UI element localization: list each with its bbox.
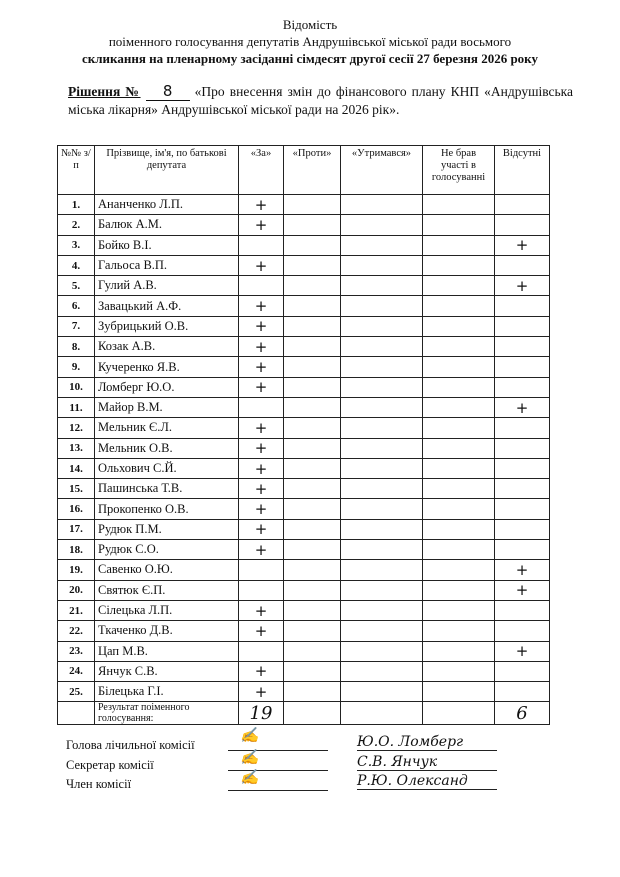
vote-abstain-mark: [341, 235, 423, 255]
signature-role-member: Член комісії: [66, 777, 132, 791]
result-for: 19: [239, 702, 284, 725]
absent-mark: [495, 215, 550, 235]
not-voted-mark: [423, 600, 495, 620]
result-absent: 6: [495, 702, 550, 725]
not-voted-mark: [423, 682, 495, 702]
vote-for-mark: +: [239, 519, 284, 539]
vote-for-mark: [239, 641, 284, 661]
vote-against-mark: [284, 580, 341, 600]
vote-abstain-mark: [341, 296, 423, 316]
deputy-name: Ананченко Л.П.: [95, 195, 239, 215]
vote-abstain-mark: [341, 479, 423, 499]
vote-for-mark: [239, 560, 284, 580]
vote-abstain-mark: [341, 682, 423, 702]
deputy-name: Білецька Г.І.: [95, 682, 239, 702]
vote-for-mark: +: [239, 682, 284, 702]
vote-against-mark: [284, 661, 341, 681]
not-voted-mark: [423, 337, 495, 357]
row-number: 20.: [58, 580, 95, 600]
vote-for-mark: +: [239, 357, 284, 377]
vote-abstain-mark: [341, 580, 423, 600]
deputy-name: Мельник О.В.: [95, 438, 239, 458]
row-number: 11.: [58, 397, 95, 417]
not-voted-mark: [423, 641, 495, 661]
col-against: «Проти»: [284, 146, 341, 195]
decision-block: [68, 82, 573, 119]
vote-abstain-mark: [341, 377, 423, 397]
absent-mark: +: [495, 276, 550, 296]
table-row: [58, 600, 550, 620]
row-number: 1.: [58, 195, 95, 215]
deputy-name: Зубрицький О.В.: [95, 316, 239, 336]
decision-label: Рішення №: [68, 84, 141, 99]
vote-for-mark: +: [239, 499, 284, 519]
vote-against-mark: [284, 418, 341, 438]
vote-against-mark: [284, 215, 341, 235]
vote-against-mark: [284, 621, 341, 641]
deputy-name: Савенко О.Ю.: [95, 560, 239, 580]
deputy-name: Козак А.В.: [95, 337, 239, 357]
vote-abstain-mark: [341, 316, 423, 336]
vote-against-mark: [284, 438, 341, 458]
vote-against-mark: [284, 357, 341, 377]
absent-mark: +: [495, 580, 550, 600]
col-absent: Відсутні: [495, 146, 550, 195]
vote-against-mark: [284, 255, 341, 275]
vote-abstain-mark: [341, 337, 423, 357]
absent-mark: [495, 682, 550, 702]
deputy-name: Бойко В.І.: [95, 235, 239, 255]
vote-against-mark: [284, 397, 341, 417]
vote-abstain-mark: [341, 397, 423, 417]
not-voted-mark: [423, 458, 495, 478]
table-row: [58, 397, 550, 417]
not-voted-mark: [423, 661, 495, 681]
vote-abstain-mark: [341, 458, 423, 478]
not-voted-mark: [423, 215, 495, 235]
row-number: 17.: [58, 519, 95, 539]
vote-against-mark: [284, 458, 341, 478]
table-row: [58, 540, 550, 560]
deputy-name: Завацький А.Ф.: [95, 296, 239, 316]
table-row: [58, 479, 550, 499]
row-number: 22.: [58, 621, 95, 641]
table-row: [58, 621, 550, 641]
deputy-name: Ткаченко Д.В.: [95, 621, 239, 641]
vote-abstain-mark: [341, 540, 423, 560]
absent-mark: [495, 337, 550, 357]
signature-name-chair: Ю.О. Ломберг: [357, 734, 497, 751]
vote-against-mark: [284, 682, 341, 702]
vote-for-mark: +: [239, 458, 284, 478]
not-voted-mark: [423, 316, 495, 336]
not-voted-mark: [423, 499, 495, 519]
not-voted-mark: [423, 377, 495, 397]
table-row: [58, 296, 550, 316]
table-row: [58, 195, 550, 215]
vote-for-mark: [239, 580, 284, 600]
result-label: Результат поіменного голосування:: [95, 702, 239, 725]
vote-for-mark: +: [239, 479, 284, 499]
vote-for-mark: +: [239, 377, 284, 397]
row-number: 8.: [58, 337, 95, 357]
table-row: [58, 377, 550, 397]
table-row: [58, 438, 550, 458]
row-number: 7.: [58, 316, 95, 336]
vote-abstain-mark: [341, 418, 423, 438]
deputy-name: Балюк А.М.: [95, 215, 239, 235]
vote-abstain-mark: [341, 215, 423, 235]
vote-against-mark: [284, 377, 341, 397]
row-number: 4.: [58, 255, 95, 275]
doc-title: Відомість: [282, 17, 338, 32]
table-row: [58, 580, 550, 600]
vote-against-mark: [284, 337, 341, 357]
vote-for-mark: [239, 276, 284, 296]
deputy-name: Рудюк С.О.: [95, 540, 239, 560]
decision-text: «Про внесення змін до фінансового плану КНП «Андрушівська міська лікарня» Андрушівської міської ради на 2026 рік».: [68, 84, 574, 117]
table-row: [58, 316, 550, 336]
row-number: 14.: [58, 458, 95, 478]
vote-abstain-mark: [341, 661, 423, 681]
absent-mark: +: [495, 560, 550, 580]
absent-mark: [495, 458, 550, 478]
not-voted-mark: [423, 479, 495, 499]
not-voted-mark: [423, 235, 495, 255]
signature-name-member: Р.Ю. Олександ: [357, 773, 497, 790]
vote-for-mark: +: [239, 195, 284, 215]
row-number: 15.: [58, 479, 95, 499]
absent-mark: [495, 499, 550, 519]
row-number: 2.: [58, 215, 95, 235]
vote-against-mark: [284, 600, 341, 620]
absent-mark: +: [495, 235, 550, 255]
absent-mark: [495, 600, 550, 620]
col-abstain: «Утримався»: [341, 146, 423, 195]
signature-line-member: [228, 790, 328, 791]
table-row: [58, 682, 550, 702]
signature-mark-secretary: ✍: [240, 748, 259, 766]
vote-against-mark: [284, 641, 341, 661]
vote-for-mark: +: [239, 600, 284, 620]
row-number: 12.: [58, 418, 95, 438]
absent-mark: [495, 540, 550, 560]
not-voted-mark: [423, 438, 495, 458]
table-row: [58, 641, 550, 661]
absent-mark: [495, 296, 550, 316]
not-voted-mark: [423, 560, 495, 580]
row-number: 6.: [58, 296, 95, 316]
vote-table: [57, 145, 550, 725]
vote-for-mark: +: [239, 316, 284, 336]
table-row: [58, 560, 550, 580]
session-line: скликання на пленарному засіданні сімдесят другої сесії 27 березня 2026 року: [82, 51, 538, 66]
deputy-name: Кучеренко Я.В.: [95, 357, 239, 377]
vote-against-mark: [284, 235, 341, 255]
not-voted-mark: [423, 540, 495, 560]
absent-mark: +: [495, 641, 550, 661]
vote-abstain-mark: [341, 276, 423, 296]
table-row: [58, 519, 550, 539]
decision-title: [68, 82, 573, 119]
col-not-voted: Не брав участі в голосуванні: [423, 146, 495, 195]
vote-abstain-mark: [341, 621, 423, 641]
table-row: [58, 661, 550, 681]
signature-role-secretary: Секретар комісії: [66, 758, 154, 772]
vote-abstain-mark: [341, 438, 423, 458]
deputy-name: Сілецька Л.П.: [95, 600, 239, 620]
not-voted-mark: [423, 397, 495, 417]
vote-against-mark: [284, 276, 341, 296]
table-row: [58, 499, 550, 519]
absent-mark: [495, 357, 550, 377]
vote-for-mark: +: [239, 661, 284, 681]
vote-abstain-mark: [341, 255, 423, 275]
row-number: 13.: [58, 438, 95, 458]
absent-mark: [495, 418, 550, 438]
vote-abstain-mark: [341, 519, 423, 539]
vote-abstain-mark: [341, 195, 423, 215]
row-number: 23.: [58, 641, 95, 661]
not-voted-mark: [423, 357, 495, 377]
absent-mark: [495, 255, 550, 275]
col-name: Прізвище, ім'я, по батькові депутата: [95, 146, 239, 195]
table-row: [58, 418, 550, 438]
vote-against-mark: [284, 195, 341, 215]
table-row: [58, 276, 550, 296]
row-number: 5.: [58, 276, 95, 296]
not-voted-mark: [423, 255, 495, 275]
vote-against-mark: [284, 560, 341, 580]
deputy-name: Ломберг Ю.О.: [95, 377, 239, 397]
vote-for-mark: +: [239, 337, 284, 357]
result-row: [58, 702, 550, 725]
vote-against-mark: [284, 540, 341, 560]
row-number: 3.: [58, 235, 95, 255]
absent-mark: +: [495, 397, 550, 417]
row-number: 18.: [58, 540, 95, 560]
deputy-name: Гулий А.В.: [95, 276, 239, 296]
vote-for-mark: [239, 397, 284, 417]
absent-mark: [495, 438, 550, 458]
deputy-name: Прокопенко О.В.: [95, 499, 239, 519]
deputy-name: Ольхович С.Й.: [95, 458, 239, 478]
table-header-row: [58, 146, 550, 195]
vote-abstain-mark: [341, 357, 423, 377]
deputy-name: Пашинська Т.В.: [95, 479, 239, 499]
vote-against-mark: [284, 316, 341, 336]
table-row: [58, 235, 550, 255]
deputy-name: Гальоса В.П.: [95, 255, 239, 275]
vote-against-mark: [284, 499, 341, 519]
absent-mark: [495, 377, 550, 397]
absent-mark: [495, 479, 550, 499]
decision-number: 8: [146, 82, 190, 101]
vote-for-mark: +: [239, 438, 284, 458]
vote-abstain-mark: [341, 641, 423, 661]
doc-subtitle: поіменного голосування депутатів Андрушівської міської ради восьмого: [108, 34, 512, 49]
signature-role-chair: Голова лічильної комісії: [66, 738, 195, 752]
vote-for-mark: +: [239, 255, 284, 275]
not-voted-mark: [423, 580, 495, 600]
row-number: 24.: [58, 661, 95, 681]
not-voted-mark: [423, 621, 495, 641]
vote-for-mark: +: [239, 296, 284, 316]
not-voted-mark: [423, 195, 495, 215]
table-row: [58, 337, 550, 357]
not-voted-mark: [423, 296, 495, 316]
absent-mark: [495, 661, 550, 681]
absent-mark: [495, 316, 550, 336]
absent-mark: [495, 195, 550, 215]
row-number: 16.: [58, 499, 95, 519]
vote-for-mark: +: [239, 540, 284, 560]
vote-against-mark: [284, 519, 341, 539]
absent-mark: [495, 519, 550, 539]
vote-against-mark: [284, 296, 341, 316]
col-for: «За»: [239, 146, 284, 195]
vote-against-mark: [284, 479, 341, 499]
not-voted-mark: [423, 276, 495, 296]
table-row: [58, 255, 550, 275]
vote-abstain-mark: [341, 600, 423, 620]
col-number: №№ з/п: [58, 146, 95, 195]
signature-mark-member: ✍: [240, 768, 259, 786]
deputy-name: Цап М.В.: [95, 641, 239, 661]
vote-for-mark: +: [239, 215, 284, 235]
not-voted-mark: [423, 418, 495, 438]
table-row: [58, 215, 550, 235]
vote-for-mark: [239, 235, 284, 255]
vote-for-mark: +: [239, 418, 284, 438]
row-number: 9.: [58, 357, 95, 377]
absent-mark: [495, 621, 550, 641]
deputy-name: Мельник Є.Л.: [95, 418, 239, 438]
row-number: 25.: [58, 682, 95, 702]
deputy-name: Святюк Є.П.: [95, 580, 239, 600]
table-row: [58, 357, 550, 377]
row-number: 10.: [58, 377, 95, 397]
vote-abstain-mark: [341, 499, 423, 519]
vote-abstain-mark: [341, 560, 423, 580]
table-row: [58, 458, 550, 478]
signature-name-secretary: С.В. Янчук: [357, 754, 497, 771]
vote-for-mark: +: [239, 621, 284, 641]
signature-mark-chair: ✍: [240, 726, 259, 744]
deputy-name: Майор В.М.: [95, 397, 239, 417]
deputy-name: Янчук С.В.: [95, 661, 239, 681]
row-number: 21.: [58, 600, 95, 620]
deputy-name: Рудюк П.М.: [95, 519, 239, 539]
row-number: 19.: [58, 560, 95, 580]
not-voted-mark: [423, 519, 495, 539]
